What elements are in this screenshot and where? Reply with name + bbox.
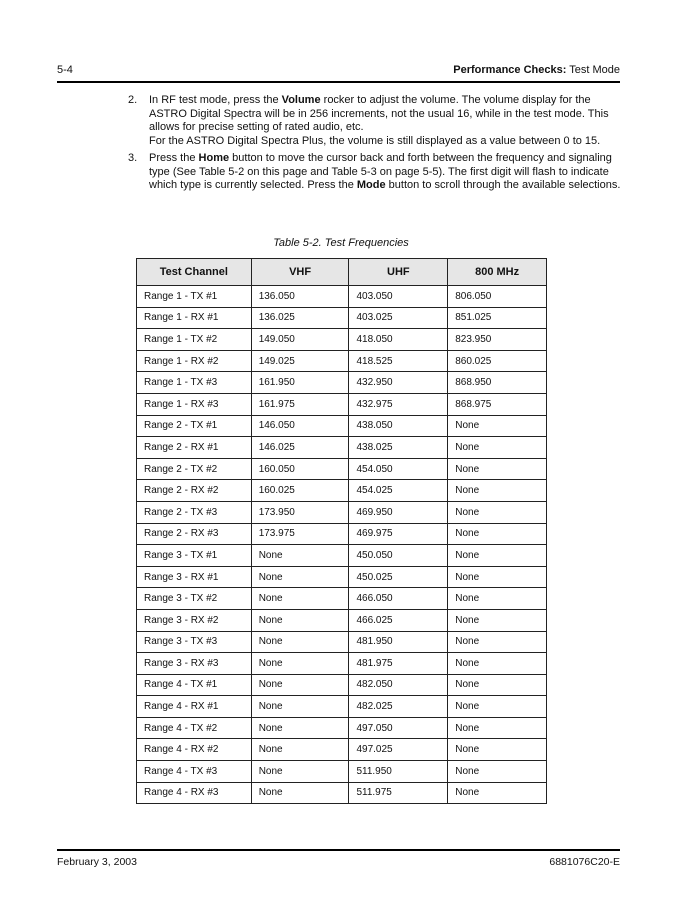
cell-800mhz: None bbox=[448, 480, 547, 502]
step-text-run: rocker to adjust the volume. The volume display for the ASTRO Digital Spectra will be in 256 increments, not the usual 16, while in the test mode. This allows for precise setting of rated audio, etc. bbox=[149, 94, 609, 133]
cell-800mhz: None bbox=[448, 523, 547, 545]
cell-uhf: 450.025 bbox=[349, 566, 448, 588]
cell-uhf: 469.975 bbox=[349, 523, 448, 545]
cell-vhf: None bbox=[251, 761, 349, 783]
table-row bbox=[137, 545, 547, 567]
cell-vhf: 136.025 bbox=[251, 307, 349, 329]
cell-test-channel: Range 1 - RX #1 bbox=[137, 307, 252, 329]
table-row bbox=[137, 696, 547, 718]
cell-800mhz: None bbox=[448, 458, 547, 480]
cell-vhf: None bbox=[251, 739, 349, 761]
cell-test-channel: Range 1 - RX #2 bbox=[137, 350, 252, 372]
cell-test-channel: Range 1 - TX #1 bbox=[137, 286, 252, 308]
cell-800mhz: None bbox=[448, 696, 547, 718]
cell-800mhz: None bbox=[448, 653, 547, 675]
cell-vhf: 161.950 bbox=[251, 372, 349, 394]
table-body bbox=[137, 286, 547, 804]
step-text-bold: Home bbox=[198, 152, 230, 164]
cell-vhf: 149.050 bbox=[251, 329, 349, 351]
cell-uhf: 497.050 bbox=[349, 717, 448, 739]
table-header-row bbox=[137, 259, 547, 286]
cell-vhf: 161.975 bbox=[251, 393, 349, 415]
cell-uhf: 481.975 bbox=[349, 653, 448, 675]
cell-test-channel: Range 4 - TX #3 bbox=[137, 761, 252, 783]
table-row bbox=[137, 653, 547, 675]
cell-test-channel: Range 2 - RX #1 bbox=[137, 437, 252, 459]
test-frequencies-table bbox=[136, 258, 547, 804]
cell-vhf: 160.025 bbox=[251, 480, 349, 502]
step-item bbox=[128, 152, 628, 193]
cell-uhf: 450.050 bbox=[349, 545, 448, 567]
cell-vhf: None bbox=[251, 717, 349, 739]
table-row bbox=[137, 307, 547, 329]
cell-vhf: 173.950 bbox=[251, 501, 349, 523]
cell-test-channel: Range 3 - TX #2 bbox=[137, 588, 252, 610]
header-rule bbox=[57, 81, 620, 83]
cell-uhf: 497.025 bbox=[349, 739, 448, 761]
cell-800mhz: None bbox=[448, 437, 547, 459]
cell-vhf: 146.050 bbox=[251, 415, 349, 437]
step-text-run: button to move the cursor back and forth between the frequency and signaling type (See Table 5-2 on this page and Table 5-3 on page 5-5). The first digit will flash to indicate which type is currently selected. Press the bbox=[149, 152, 612, 191]
table-row bbox=[137, 458, 547, 480]
cell-800mhz: 806.050 bbox=[448, 286, 547, 308]
footer-rule bbox=[57, 849, 620, 851]
cell-test-channel: Range 2 - RX #3 bbox=[137, 523, 252, 545]
cell-vhf: 173.975 bbox=[251, 523, 349, 545]
page-number: 5-4 bbox=[57, 64, 73, 76]
cell-test-channel: Range 2 - TX #3 bbox=[137, 501, 252, 523]
table-row bbox=[137, 501, 547, 523]
column-header-uhf: UHF bbox=[349, 259, 448, 286]
cell-800mhz: None bbox=[448, 545, 547, 567]
cell-800mhz: None bbox=[448, 566, 547, 588]
table-row bbox=[137, 674, 547, 696]
step-text-bold: Mode bbox=[356, 179, 386, 191]
step-number: 2. bbox=[128, 94, 138, 106]
cell-uhf: 469.950 bbox=[349, 501, 448, 523]
table-row bbox=[137, 717, 547, 739]
cell-vhf: None bbox=[251, 588, 349, 610]
step-text-run: button to scroll through the available selections. bbox=[385, 179, 621, 191]
cell-uhf: 454.025 bbox=[349, 480, 448, 502]
cell-vhf: None bbox=[251, 653, 349, 675]
cell-uhf: 438.025 bbox=[349, 437, 448, 459]
step-text-bold: Volume bbox=[281, 94, 321, 106]
cell-800mhz: None bbox=[448, 631, 547, 653]
table-row bbox=[137, 609, 547, 631]
table-row bbox=[137, 782, 547, 804]
cell-vhf: 146.025 bbox=[251, 437, 349, 459]
cell-vhf: 136.050 bbox=[251, 286, 349, 308]
cell-800mhz: None bbox=[448, 501, 547, 523]
table-row bbox=[137, 480, 547, 502]
cell-test-channel: Range 4 - RX #2 bbox=[137, 739, 252, 761]
procedure-steps bbox=[128, 94, 628, 197]
cell-test-channel: Range 3 - RX #2 bbox=[137, 609, 252, 631]
cell-uhf: 482.025 bbox=[349, 696, 448, 718]
step-text-run: In RF test mode, press the bbox=[149, 94, 282, 106]
step-item bbox=[128, 94, 628, 148]
cell-test-channel: Range 3 - RX #1 bbox=[137, 566, 252, 588]
cell-test-channel: Range 1 - TX #3 bbox=[137, 372, 252, 394]
cell-vhf: None bbox=[251, 609, 349, 631]
table-row bbox=[137, 286, 547, 308]
cell-vhf: None bbox=[251, 674, 349, 696]
cell-test-channel: Range 4 - RX #1 bbox=[137, 696, 252, 718]
cell-uhf: 432.975 bbox=[349, 393, 448, 415]
cell-test-channel: Range 3 - TX #3 bbox=[137, 631, 252, 653]
cell-800mhz: 851.025 bbox=[448, 307, 547, 329]
table-row bbox=[137, 523, 547, 545]
cell-800mhz: 823.950 bbox=[448, 329, 547, 351]
step-text bbox=[149, 152, 628, 193]
cell-test-channel: Range 1 - RX #3 bbox=[137, 393, 252, 415]
section-title-rest: Test Mode bbox=[566, 64, 620, 76]
step-extra-line: For the ASTRO Digital Spectra Plus, the volume is still displayed as a value between 0 to 15. bbox=[149, 134, 601, 147]
column-header-vhf: VHF bbox=[251, 259, 349, 286]
cell-800mhz: 868.975 bbox=[448, 393, 547, 415]
cell-uhf: 418.050 bbox=[349, 329, 448, 351]
cell-800mhz: None bbox=[448, 782, 547, 804]
cell-uhf: 403.050 bbox=[349, 286, 448, 308]
cell-vhf: None bbox=[251, 566, 349, 588]
column-header-800mhz: 800 MHz bbox=[448, 259, 547, 286]
table-row bbox=[137, 393, 547, 415]
table-row bbox=[137, 350, 547, 372]
footer-doc-number: 6881076C20-E bbox=[549, 856, 620, 868]
cell-800mhz: None bbox=[448, 588, 547, 610]
table-row bbox=[137, 631, 547, 653]
cell-uhf: 418.525 bbox=[349, 350, 448, 372]
cell-uhf: 511.950 bbox=[349, 761, 448, 783]
cell-test-channel: Range 2 - TX #2 bbox=[137, 458, 252, 480]
cell-test-channel: Range 2 - TX #1 bbox=[137, 415, 252, 437]
cell-test-channel: Range 4 - RX #3 bbox=[137, 782, 252, 804]
cell-vhf: None bbox=[251, 696, 349, 718]
cell-uhf: 403.025 bbox=[349, 307, 448, 329]
cell-uhf: 432.950 bbox=[349, 372, 448, 394]
cell-vhf: None bbox=[251, 782, 349, 804]
table-row bbox=[137, 761, 547, 783]
cell-vhf: 160.050 bbox=[251, 458, 349, 480]
table-caption: Table 5-2. Test Frequencies bbox=[273, 237, 409, 249]
cell-800mhz: None bbox=[448, 674, 547, 696]
cell-test-channel: Range 4 - TX #1 bbox=[137, 674, 252, 696]
cell-vhf: 149.025 bbox=[251, 350, 349, 372]
step-text-run: Press the bbox=[149, 152, 199, 164]
cell-uhf: 438.050 bbox=[349, 415, 448, 437]
footer-date: February 3, 2003 bbox=[57, 856, 137, 868]
table-row bbox=[137, 588, 547, 610]
cell-test-channel: Range 1 - TX #2 bbox=[137, 329, 252, 351]
table-row bbox=[137, 329, 547, 351]
column-header-test-channel: Test Channel bbox=[137, 259, 252, 286]
table-row bbox=[137, 415, 547, 437]
cell-800mhz: 868.950 bbox=[448, 372, 547, 394]
cell-800mhz: None bbox=[448, 739, 547, 761]
section-title-bold: Performance Checks: bbox=[453, 64, 567, 76]
cell-uhf: 511.975 bbox=[349, 782, 448, 804]
cell-vhf: None bbox=[251, 631, 349, 653]
step-number: 3. bbox=[128, 152, 138, 164]
cell-uhf: 481.950 bbox=[349, 631, 448, 653]
cell-uhf: 466.050 bbox=[349, 588, 448, 610]
table-row bbox=[137, 566, 547, 588]
cell-vhf: None bbox=[251, 545, 349, 567]
page-header bbox=[57, 62, 620, 82]
cell-test-channel: Range 2 - RX #2 bbox=[137, 480, 252, 502]
cell-uhf: 482.050 bbox=[349, 674, 448, 696]
cell-uhf: 454.050 bbox=[349, 458, 448, 480]
cell-800mhz: None bbox=[448, 415, 547, 437]
section-title bbox=[453, 64, 620, 76]
table-row bbox=[137, 739, 547, 761]
cell-800mhz: 860.025 bbox=[448, 350, 547, 372]
step-text bbox=[149, 94, 628, 148]
table-row bbox=[137, 372, 547, 394]
cell-800mhz: None bbox=[448, 609, 547, 631]
cell-uhf: 466.025 bbox=[349, 609, 448, 631]
cell-800mhz: None bbox=[448, 717, 547, 739]
cell-test-channel: Range 3 - RX #3 bbox=[137, 653, 252, 675]
table-row bbox=[137, 437, 547, 459]
cell-800mhz: None bbox=[448, 761, 547, 783]
cell-test-channel: Range 4 - TX #2 bbox=[137, 717, 252, 739]
cell-test-channel: Range 3 - TX #1 bbox=[137, 545, 252, 567]
